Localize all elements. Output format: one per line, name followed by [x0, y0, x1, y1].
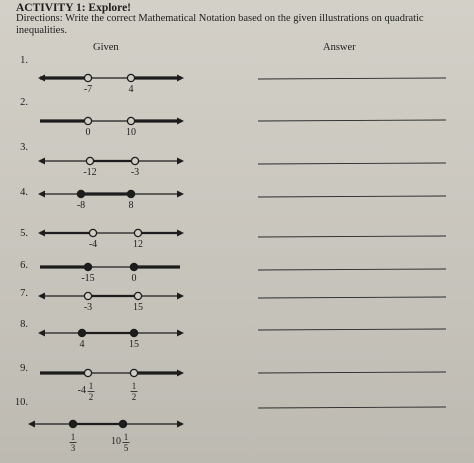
fraction-denominator: 5 — [123, 443, 129, 453]
open-point — [134, 292, 141, 299]
right-arrow-icon — [177, 421, 184, 428]
item-2 — [20, 97, 446, 138]
item-4 — [20, 187, 446, 211]
item-9 — [20, 363, 446, 402]
fraction-numerator: 1 — [131, 381, 137, 391]
right-arrow-icon — [177, 230, 184, 237]
right-arrow-icon — [177, 191, 184, 198]
left-arrow-icon — [38, 191, 45, 198]
item-10 — [15, 397, 446, 453]
right-arrow-icon — [177, 118, 184, 125]
point-label: 12 — [133, 239, 143, 250]
point-label: -15 — [81, 273, 95, 284]
left-arrow-icon — [38, 230, 45, 237]
fraction-denominator: 2 — [88, 392, 94, 402]
point-label: 15 — [129, 339, 139, 350]
answer-column-header: Answer — [323, 42, 356, 53]
point-label: 0 — [85, 127, 91, 138]
answer-blank[interactable] — [258, 120, 446, 121]
open-point — [84, 74, 91, 81]
right-arrow-icon — [177, 370, 184, 377]
item-3 — [20, 142, 446, 178]
item-5 — [20, 228, 446, 250]
item-number: 5. — [20, 228, 28, 239]
closed-point — [69, 420, 76, 427]
point-label: -4 — [88, 239, 98, 250]
item-number: 10. — [14, 397, 28, 408]
point-label: -8 — [76, 200, 86, 211]
closed-point — [130, 263, 137, 270]
item-number: 9. — [20, 363, 28, 374]
point-label: 4 — [79, 339, 85, 350]
point-label: -3 — [83, 302, 93, 313]
point-label: 0 — [131, 273, 137, 284]
item-number: 1. — [20, 55, 28, 66]
fraction-denominator: 3 — [70, 443, 76, 453]
closed-point — [127, 190, 134, 197]
answer-blank[interactable] — [258, 297, 446, 298]
open-point — [127, 74, 134, 81]
answer-blank[interactable] — [258, 163, 446, 164]
open-point — [131, 157, 138, 164]
left-arrow-icon — [38, 293, 45, 300]
directions-text: Directions: Write the correct Mathematical Notation based on the given illustrations on quadratic inequalities. — [16, 13, 424, 36]
left-arrow-icon — [38, 330, 45, 337]
answer-blank[interactable] — [258, 196, 446, 197]
point-label: 10 — [126, 127, 136, 138]
point-label: -12 — [83, 167, 97, 178]
fraction-numerator: 1 — [123, 432, 129, 442]
given-column-header: Given — [93, 42, 119, 53]
point-label: 4 — [128, 84, 134, 95]
item-number: 2. — [20, 97, 28, 108]
point-label: -3 — [130, 167, 140, 178]
closed-point — [130, 329, 137, 336]
closed-point — [84, 263, 91, 270]
left-arrow-icon — [38, 75, 45, 82]
answer-blank[interactable] — [258, 78, 446, 79]
fraction-numerator: 1 — [88, 381, 94, 391]
open-point — [89, 229, 96, 236]
answer-blank[interactable] — [258, 236, 446, 237]
right-arrow-icon — [177, 75, 184, 82]
open-point — [127, 117, 134, 124]
activity-title: ACTIVITY 1: Explore! — [16, 2, 132, 14]
closed-point — [78, 329, 85, 336]
item-8 — [20, 319, 446, 350]
right-arrow-icon — [177, 293, 184, 300]
fraction-denominator: 2 — [131, 392, 137, 402]
open-point — [84, 117, 91, 124]
right-arrow-icon — [177, 330, 184, 337]
point-label: 8 — [128, 200, 134, 211]
open-point — [84, 369, 91, 376]
point-label: -7 — [83, 84, 93, 95]
answer-blank[interactable] — [258, 407, 446, 408]
open-point — [86, 157, 93, 164]
fraction-numerator: 1 — [70, 432, 76, 442]
open-point — [84, 292, 91, 299]
closed-point — [119, 420, 126, 427]
item-number: 3. — [20, 142, 28, 153]
closed-point — [77, 190, 84, 197]
left-arrow-icon — [28, 421, 35, 428]
item-number: 7. — [20, 288, 28, 299]
left-arrow-icon — [38, 158, 45, 165]
item-7 — [20, 288, 446, 313]
fraction-whole: -4 — [77, 385, 86, 396]
point-label: 15 — [133, 302, 143, 313]
answer-blank[interactable] — [258, 329, 446, 330]
item-number: 6. — [20, 260, 28, 271]
fraction-whole: 10 — [111, 436, 121, 447]
right-arrow-icon — [177, 158, 184, 165]
item-1 — [20, 55, 446, 95]
open-point — [130, 369, 137, 376]
open-point — [134, 229, 141, 236]
answer-blank[interactable] — [258, 269, 446, 270]
item-number: 8. — [20, 319, 28, 330]
item-number: 4. — [20, 187, 28, 198]
answer-blank[interactable] — [258, 372, 446, 373]
item-6 — [20, 260, 446, 284]
